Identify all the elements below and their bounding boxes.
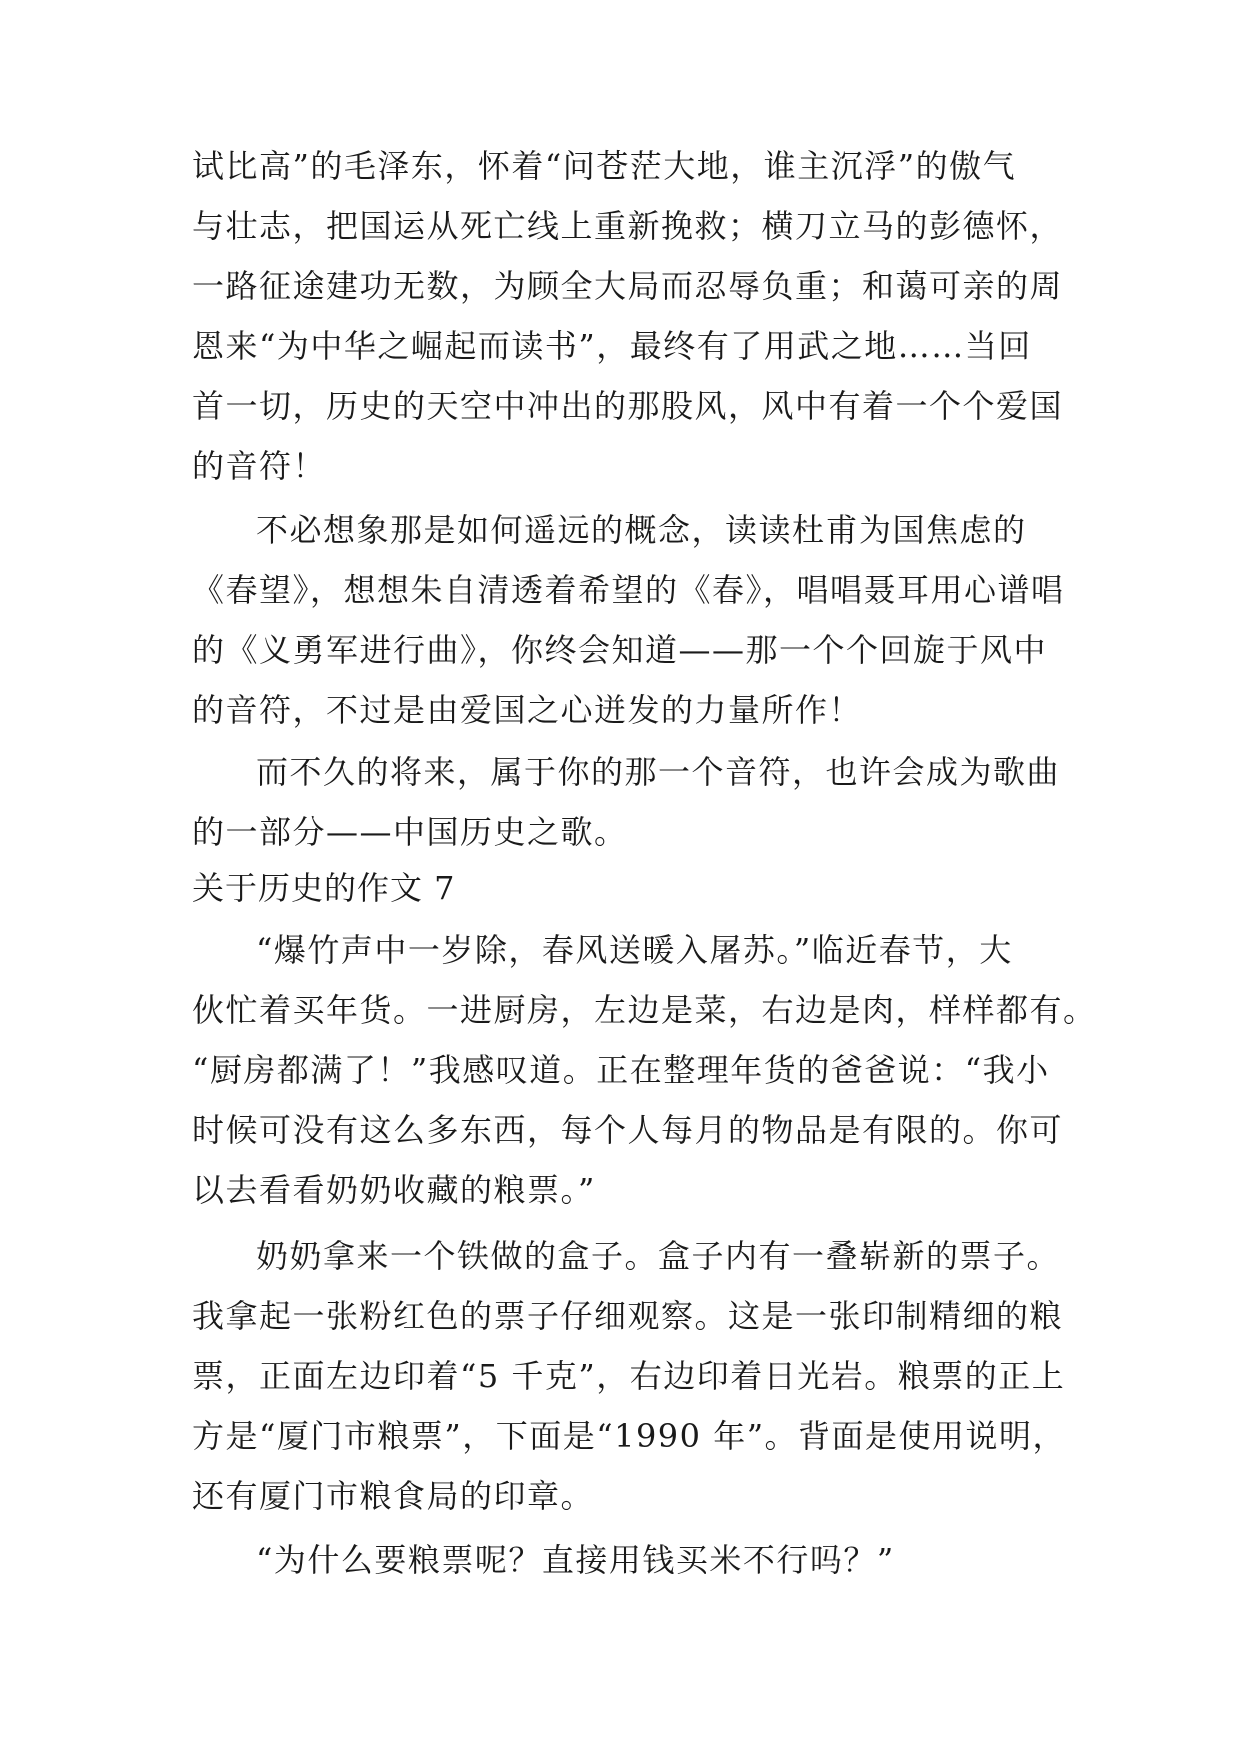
text-line: 与壮志，把国运从死亡线上重新挽救；横刀立马的彭德怀， <box>192 207 1064 245</box>
text-line: 以去看看奶奶收藏的粮票。” <box>192 1171 596 1209</box>
text-line: 的音符！ <box>192 447 327 485</box>
text-line: 首一切，历史的天空中冲出的那股风，风中有着一个个爱国 <box>192 387 1064 425</box>
text-line: 我拿起一张粉红色的票子仔细观察。这是一张印制精细的粮 <box>192 1297 1064 1335</box>
paragraph-first-line: 奶奶拿来一个铁做的盒子。盒子内有一叠崭新的票子。 <box>256 1237 1061 1275</box>
text-line: 的一部分——中国历史之歌。 <box>192 813 628 851</box>
section-heading: 关于历史的作文 7 <box>192 869 456 907</box>
text-line: 一路征途建功无数，为顾全大局而忍辱负重；和蔼可亲的周 <box>192 267 1064 305</box>
text-line: 《春望》，想想朱自清透着希望的《春》，唱唱聂耳用心谱唱 <box>192 571 1065 609</box>
text-line: 方是“厦门市粮票”，下面是“1990 年”。背面是使用说明， <box>192 1417 1067 1455</box>
paragraph-first-line: 而不久的将来，属于你的那一个音符，也许会成为歌曲 <box>256 753 1061 791</box>
paragraph-first-line: “爆竹声中一岁除，春风送暖入屠苏。”临近春节，大 <box>256 931 1013 969</box>
text-line: 的《义勇军进行曲》，你终会知道——那一个个回旋于风中 <box>192 631 1048 669</box>
text-line: 恩来“为中华之崛起而读书”，最终有了用武之地……当回 <box>192 327 1032 365</box>
text-line: 时候可没有这么多东西，每个人每月的物品是有限的。你可 <box>192 1111 1064 1149</box>
paragraph-first-line: 不必想象那是如何遥远的概念，读读杜甫为国焦虑的 <box>256 511 1027 549</box>
text-line: 试比高”的毛泽东，怀着“问苍茫大地，谁主沉浮”的傲气 <box>192 147 1017 185</box>
text-line: 的音符，不过是由爱国之心迸发的力量所作！ <box>192 691 863 729</box>
text-line: 票，正面左边印着“5 千克”，右边印着日光岩。粮票的正上 <box>192 1357 1066 1395</box>
text-line: 还有厦门市粮食局的印章。 <box>192 1477 595 1515</box>
text-line: “厨房都满了！”我感叹道。正在整理年货的爸爸说：“我小 <box>192 1051 1050 1089</box>
text-line: 伙忙着买年货。一进厨房，左边是菜，右边是肉，样样都有。 <box>192 991 1097 1029</box>
paragraph-first-line: “为什么要粮票呢？直接用钱买米不行吗？” <box>256 1541 895 1579</box>
